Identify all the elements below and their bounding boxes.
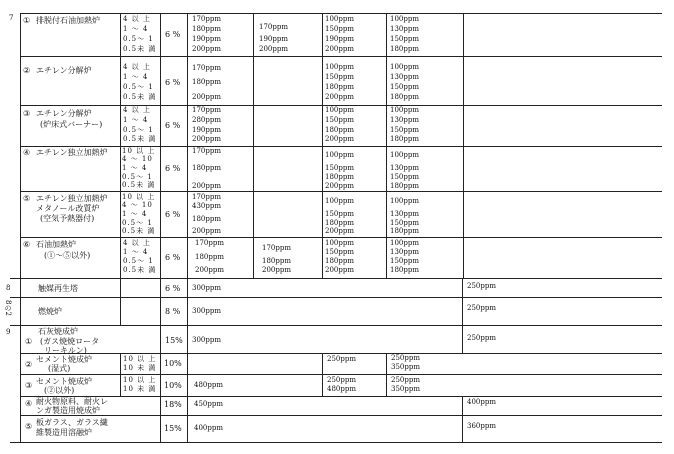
rule (20, 353, 662, 354)
row-mark: ① (23, 16, 31, 25)
size-range: 4 以 上 (123, 106, 151, 114)
limit-value: 200ppm (192, 227, 221, 235)
limit-value: 280ppm (192, 116, 221, 124)
size-range: 0.5～ 1 (122, 173, 153, 181)
furnace-name: エチレン分解炉 (36, 109, 92, 118)
limit-value: 180ppm (192, 78, 221, 86)
rule (120, 278, 121, 325)
rule (120, 13, 121, 278)
limit-value: 200ppm (325, 266, 354, 274)
limit-value: 130ppm (390, 116, 419, 124)
limit-value: 200ppm (259, 45, 288, 53)
limit-value: 170ppm (192, 15, 221, 23)
limit-value: 150ppm (325, 210, 354, 218)
rule (322, 353, 323, 396)
limit-value: 250ppm (467, 334, 496, 342)
rule (20, 13, 662, 14)
furnace-name: 排脱付石油加熱炉 (36, 16, 100, 25)
limit-value: 250ppm (467, 304, 496, 312)
size-range: 0.5未 満 (122, 227, 156, 235)
limit-value: 300ppm (192, 307, 221, 315)
limit-value: 430ppm (192, 202, 221, 210)
row-mark: ⑥ (23, 240, 31, 249)
rule (160, 13, 161, 442)
rule (322, 13, 323, 278)
limit-value: 200ppm (192, 45, 221, 53)
furnace-name: 石灰焼成炉 (38, 327, 78, 336)
limit-value: 190ppm (259, 35, 288, 43)
size-range: 0.5未 満 (122, 181, 156, 189)
limit-value: 100ppm (325, 106, 354, 114)
oxygen-percent: 6 % (165, 284, 181, 293)
limit-value: 150ppm (390, 173, 419, 181)
size-range: 0.5～ 1 (123, 83, 154, 91)
rule (20, 237, 662, 238)
furnace-name: (炉床式バーナー) (40, 120, 103, 129)
furnace-name: (空気予熱器付) (40, 214, 95, 223)
limit-value: 200ppm (192, 182, 221, 190)
limit-value: 200ppm (325, 45, 354, 53)
size-range: 1 ～ 4 (123, 248, 149, 256)
limit-value: 180ppm (390, 266, 419, 274)
oxygen-percent: 6 % (165, 78, 181, 87)
limit-value: 400ppm (467, 398, 496, 406)
limit-value: 150ppm (390, 35, 419, 43)
limit-value: 200ppm (325, 93, 354, 101)
rule (10, 278, 662, 279)
limit-value: 180ppm (192, 215, 221, 223)
limit-value: 180ppm (262, 257, 291, 265)
limit-value: 250ppm (327, 355, 356, 363)
limit-value: 150ppm (325, 73, 354, 81)
size-range: 4 ～ 10 (122, 155, 153, 163)
furnace-name: (ガス焼焼ロータ (40, 337, 100, 346)
size-range: 4 ～ 10 (122, 201, 153, 209)
limit-value: 100ppm (390, 63, 419, 71)
limit-value: 250ppm (391, 354, 420, 362)
furnace-name: 触媒再生塔 (38, 284, 78, 293)
limit-value: 180ppm (390, 93, 419, 101)
rule (120, 353, 121, 396)
limit-value: 350ppm (391, 363, 420, 371)
section-number: 8 (6, 284, 11, 292)
rule (187, 13, 188, 442)
limit-value: 200ppm (195, 266, 224, 274)
limit-value: 180ppm (325, 126, 354, 134)
size-range: 1 ～ 4 (123, 116, 149, 124)
limit-value: 200ppm (192, 93, 221, 101)
limit-value: 180ppm (390, 45, 419, 53)
rule (20, 191, 662, 192)
size-range: 0.5～ 1 (122, 219, 153, 227)
limit-value: 130ppm (390, 210, 419, 218)
size-range: 10 未 満 (123, 385, 157, 393)
size-range: 1 ～ 4 (123, 73, 149, 81)
rule (20, 13, 21, 442)
oxygen-percent: 15% (164, 424, 182, 433)
limit-value: 150ppm (390, 126, 419, 134)
furnace-name: 石油加熱炉 (36, 240, 76, 249)
row-mark: ⑤ (23, 194, 31, 203)
limit-value: 170ppm (262, 244, 291, 252)
furnace-name: ンガ製造用焼成炉 (36, 406, 100, 415)
rule (462, 396, 463, 442)
limit-value: 170ppm (192, 147, 221, 155)
limit-value: 130ppm (390, 25, 419, 33)
row-mark: ④ (23, 148, 31, 157)
limit-value: 480ppm (327, 385, 356, 393)
limit-value: 360ppm (467, 422, 496, 430)
limit-value: 450ppm (194, 400, 223, 408)
limit-value: 200ppm (325, 227, 354, 235)
limit-value: 130ppm (390, 164, 419, 172)
limit-value: 480ppm (194, 381, 223, 389)
limit-value: 180ppm (325, 257, 354, 265)
limit-value: 100ppm (390, 197, 419, 205)
rule (386, 353, 387, 396)
limit-value: 150ppm (390, 219, 419, 227)
limit-value: 180ppm (195, 253, 224, 261)
furnace-name: (湿式) (48, 364, 71, 373)
rule (20, 396, 662, 397)
rule (253, 13, 254, 278)
size-range: 0.5未 満 (123, 93, 157, 101)
rule (20, 415, 662, 416)
size-range: 10 以 上 (122, 193, 156, 201)
limit-value: 170ppm (192, 193, 221, 201)
oxygen-percent: 8 % (165, 307, 181, 316)
limit-value: 200ppm (192, 135, 221, 143)
limit-value: 170ppm (192, 64, 221, 72)
oxygen-percent: 6 % (165, 164, 181, 173)
oxygen-percent: 6 % (165, 210, 181, 219)
rule (386, 13, 387, 278)
limit-value: 150ppm (325, 248, 354, 256)
oxygen-percent: 15% (165, 336, 183, 345)
rule (20, 374, 662, 375)
furnace-name: (①～⑤以外) (44, 251, 91, 260)
row-mark: ③ (23, 109, 31, 118)
row-mark: ④ (25, 399, 33, 408)
limit-value: 100ppm (325, 151, 354, 159)
rule (10, 325, 662, 326)
limit-value: 100ppm (390, 151, 419, 159)
limit-value: 150ppm (325, 25, 354, 33)
limit-value: 400ppm (194, 424, 223, 432)
limit-value: 180ppm (325, 173, 354, 181)
limit-value: 250ppm (327, 376, 356, 384)
limit-value: 180ppm (325, 83, 354, 91)
limit-value: 200ppm (262, 266, 291, 274)
row-mark: ① (25, 337, 33, 346)
limit-value: 180ppm (390, 182, 419, 190)
rule (20, 146, 662, 147)
size-range: 1 ～ 4 (122, 210, 148, 218)
limit-value: 170ppm (259, 23, 288, 31)
size-range: 0.5未 満 (123, 266, 157, 274)
limit-value: 190ppm (192, 126, 221, 134)
limit-value: 180ppm (192, 164, 221, 172)
size-range: 10 未 満 (123, 364, 157, 372)
limit-value: 200ppm (325, 182, 354, 190)
oxygen-percent: 10% (164, 359, 182, 368)
oxygen-percent: 6 % (165, 30, 181, 39)
furnace-name: エチレン独立加熱炉 (36, 194, 108, 203)
size-range: 0.5～ 1 (123, 257, 154, 265)
limit-value: 150ppm (325, 164, 354, 172)
section-number: 8の2 (4, 300, 12, 316)
row-mark: ③ (25, 381, 33, 390)
limit-value: 100ppm (325, 239, 354, 247)
rule (10, 442, 662, 443)
oxygen-percent: 6 % (165, 253, 181, 262)
limit-value: 100ppm (325, 15, 354, 23)
furnace-name: (②以外) (44, 386, 75, 395)
section-number: 9 (6, 328, 11, 336)
rule (10, 297, 662, 298)
limit-value: 190ppm (325, 35, 354, 43)
size-range: 4 以 上 (123, 63, 151, 71)
size-range: 4 以 上 (123, 15, 151, 23)
furnace-name: エチレン分解炉 (36, 66, 92, 75)
row-mark: ② (25, 360, 33, 369)
size-range: 4 以 上 (123, 239, 151, 247)
furnace-name: 維製造用溶融炉 (36, 428, 92, 437)
furnace-name: 耐火物原料、耐火レ (36, 397, 108, 406)
limit-value: 300ppm (192, 284, 221, 292)
size-range: 0.5～ 1 (123, 35, 154, 43)
size-range: 0.5未 満 (123, 135, 157, 143)
limit-value: 190ppm (192, 35, 221, 43)
furnace-name: メタノール改質炉 (36, 204, 100, 213)
oxygen-percent: 6 % (165, 121, 181, 130)
limit-value: 130ppm (390, 73, 419, 81)
furnace-name: セメント焼成炉 (36, 377, 92, 386)
section-number: 7 (9, 14, 14, 22)
size-range: 0.5～ 1 (123, 126, 154, 134)
limit-value: 150ppm (325, 116, 354, 124)
limit-value: 170ppm (192, 106, 221, 114)
limit-value: 100ppm (390, 106, 419, 114)
oxygen-percent: 10% (164, 381, 182, 390)
row-mark: ⑤ (25, 422, 33, 431)
limit-value: 350ppm (391, 385, 420, 393)
furnace-name: 燃焼炉 (38, 307, 62, 316)
furnace-name: 板ガラス、ガラス繊 (36, 418, 108, 427)
limit-value: 180ppm (390, 135, 419, 143)
size-range: 1 ～ 4 (122, 164, 148, 172)
size-range: 10 以 上 (122, 147, 156, 155)
size-range: 10 以 上 (123, 376, 157, 384)
limit-value: 300ppm (192, 336, 221, 344)
limit-value: 250ppm (391, 376, 420, 384)
limit-value: 180ppm (192, 25, 221, 33)
rule (463, 13, 464, 278)
limit-value: 100ppm (325, 197, 354, 205)
limit-value: 100ppm (390, 239, 419, 247)
furnace-name: リーキルン) (44, 346, 87, 355)
limit-value: 130ppm (390, 248, 419, 256)
furnace-name: エチレン独立加熱炉 (36, 148, 108, 157)
limit-value: 200ppm (325, 135, 354, 143)
size-range: 10 以 上 (123, 355, 157, 363)
limit-value: 150ppm (390, 257, 419, 265)
size-range: 1 ～ 4 (123, 25, 149, 33)
size-range: 0.5未 満 (123, 45, 157, 53)
rule (20, 56, 662, 57)
limit-value: 170ppm (195, 239, 224, 247)
limit-value: 250ppm (467, 282, 496, 290)
limit-value: 180ppm (390, 227, 419, 235)
limit-value: 180ppm (325, 219, 354, 227)
limit-value: 100ppm (325, 63, 354, 71)
limit-value: 150ppm (390, 83, 419, 91)
rule (462, 278, 463, 353)
row-mark: ② (23, 66, 31, 75)
furnace-name: セメント焼成炉 (36, 355, 92, 364)
oxygen-percent: 18% (164, 400, 182, 409)
limit-value: 100ppm (390, 15, 419, 23)
